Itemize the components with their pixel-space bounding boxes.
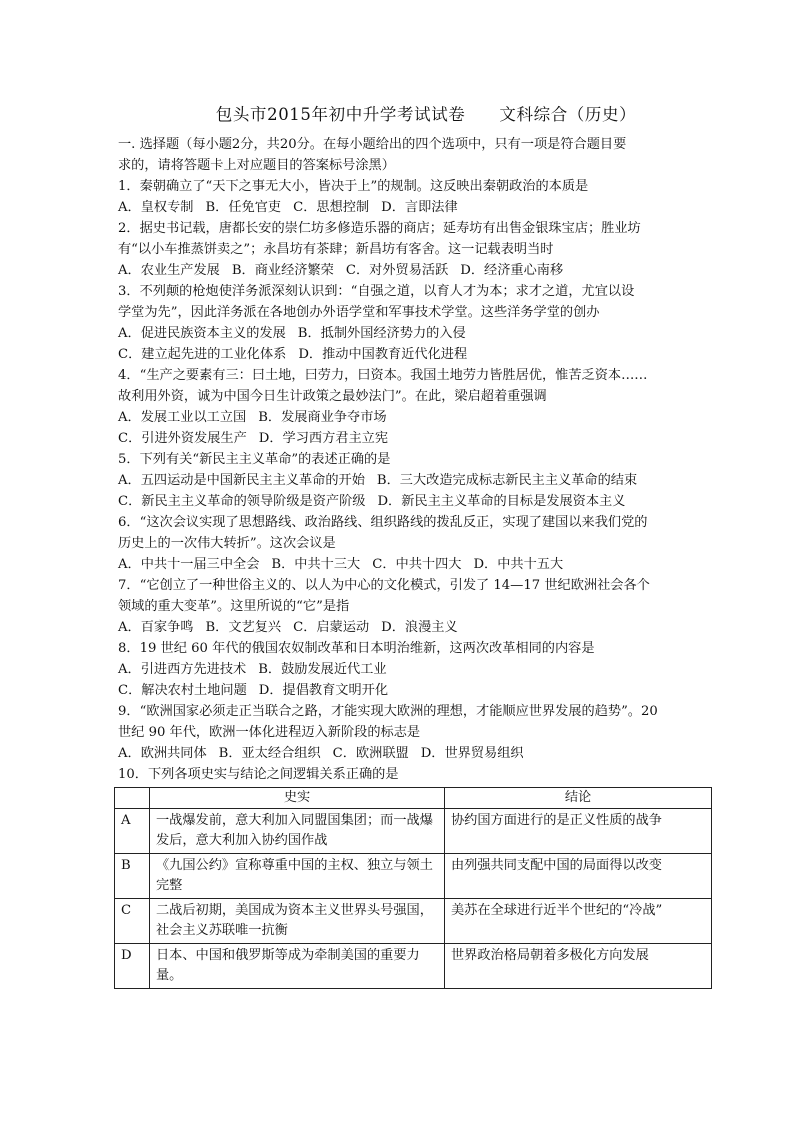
option[interactable]: D．推动中国教育近代化进程 [298, 347, 468, 362]
question-stem: 学堂为先”，因此洋务派在各地创办外语学堂和军事技术学堂。这些洋务学堂的创办 [118, 305, 600, 320]
question-10 [118, 764, 714, 785]
option[interactable]: C．新民主主义革命的领导阶级是资产阶级 [118, 494, 366, 509]
question-stem: 历史上的一次伟大转折”。这次会议是 [118, 536, 336, 551]
question-2 [118, 218, 714, 281]
option[interactable]: A．欧洲共同体 [118, 746, 207, 761]
option[interactable]: A．农业生产发展 [118, 263, 220, 278]
question-9 [118, 701, 714, 764]
section-intro [118, 134, 714, 176]
q10-row-key: D [115, 944, 150, 989]
question-stem: 8．19 世纪 60 年代的俄国农奴制改革和日本明治维新，这两次改革相同的内容是 [118, 641, 595, 656]
q10-header-conclusion: 结论 [445, 788, 712, 809]
question-4 [118, 365, 714, 449]
question-stem: 有“以小车推蒸饼卖之”；永昌坊有茶肆；新昌坊有客舍。这一记载表明当时 [118, 242, 554, 257]
question-3 [118, 281, 714, 365]
q10-row-fact: 二战后初期，美国成为资本主义世界头号强国，社会主义苏联唯一抗衡 [150, 899, 445, 944]
option[interactable]: B．鼓励发展近代工业 [258, 662, 387, 677]
question-stem: 领域的重大变革”。这里所说的“它”是指 [118, 599, 350, 614]
option[interactable]: D．提倡教育文明开化 [258, 683, 389, 698]
q10-row-conclusion: 协约国方面进行的是正义性质的战争 [445, 809, 712, 854]
option[interactable]: C．思想控制 [293, 200, 370, 215]
option[interactable]: C．启蒙运动 [293, 620, 370, 635]
q10-row-key: B [115, 854, 150, 899]
q10-row-key: C [115, 899, 150, 944]
option[interactable]: C．中共十四大 [372, 557, 462, 572]
q10-table-body [115, 809, 712, 989]
question-list [118, 176, 714, 785]
question-stem: 7．“它创立了一种世俗主义的、以人为中心的文化模式，引发了 14—17 世纪欧洲社会各个 [118, 578, 650, 593]
table-row [115, 899, 712, 944]
option[interactable]: B．抵制外国经济势力的入侵 [297, 326, 466, 341]
option[interactable]: A．发展工业以工立国 [118, 410, 247, 425]
question-stem: 9．“欧洲国家必须走正当联合之路，才能实现大欧洲的理想，才能顺应世界发展的趋势”。20 [118, 704, 658, 719]
option[interactable]: B．文艺复兴 [205, 620, 282, 635]
option[interactable]: A．中共十一届三中全会 [118, 557, 260, 572]
option[interactable]: A．促进民族资本主义的发展 [118, 326, 286, 341]
page-title [118, 104, 714, 126]
q10-row-fact: 一战爆发前，意大利加入同盟国集团；而一战爆发后，意大利加入协约国作战 [150, 809, 445, 854]
intro-line: 一. 选择题（每小题2分，共20分。在每小题给出的四个选项中，只有一项是符合题目要 [118, 137, 627, 152]
option[interactable]: B．任免官吏 [205, 200, 282, 215]
question-stem: 故利用外资，诚为中国今日生计政策之最妙法门”。在此，梁启超着重强调 [118, 389, 547, 404]
question-stem: 1．秦朝确立了“天下之事无大小，皆决于上”的规制。这反映出秦朝政治的本质是 [118, 179, 589, 194]
option[interactable]: B．三大改造完成标志新民主主义革命的结束 [376, 473, 638, 488]
option-row [118, 680, 714, 701]
option-row [118, 260, 714, 281]
q10-row-fact: 日本、中国和俄罗斯等成为牵制美国的重要力量。 [150, 944, 445, 989]
q10-table-header-row [115, 788, 712, 809]
q10-table [114, 787, 712, 989]
option-row [118, 617, 714, 638]
option-row [118, 344, 714, 365]
option-row [118, 407, 714, 428]
question-1 [118, 176, 714, 218]
table-row [115, 854, 712, 899]
q10-header-key [115, 788, 150, 809]
title-subject: 文科综合（历史） [499, 105, 637, 124]
option[interactable]: D．浪漫主义 [381, 620, 458, 635]
q10-row-conclusion: 由列强共同支配中国的局面得以改变 [445, 854, 712, 899]
question-stem: 10．下列各项史实与结论之间逻辑关系正确的是 [118, 767, 399, 782]
option[interactable]: B．亚太经合组织 [218, 746, 321, 761]
option-row [118, 197, 714, 218]
question-6 [118, 512, 714, 575]
option-row [118, 554, 714, 575]
option[interactable]: C．解决农村土地问题 [118, 683, 247, 698]
option[interactable]: C．引进外资发展生产 [118, 431, 247, 446]
question-stem: 6．“这次会议实现了思想路线、政治路线、组织路线的拨乱反正，实现了建国以来我们党的 [118, 515, 648, 530]
question-5 [118, 449, 714, 512]
option-row [118, 491, 714, 512]
option[interactable]: B．发展商业争夺市场 [258, 410, 387, 425]
option[interactable]: A．引进西方先进技术 [118, 662, 247, 677]
question-stem: 2．据史书记载，唐都长安的崇仁坊多修造乐器的商店；延寿坊有出售金银珠宝店；胜业坊 [118, 221, 641, 236]
option[interactable]: D．言即法律 [381, 200, 458, 215]
option-row [118, 470, 714, 491]
q10-header-fact: 史实 [150, 788, 445, 809]
option[interactable]: C．建立起先进的工业化体系 [118, 347, 287, 362]
q10-row-key: A [115, 809, 150, 854]
option[interactable]: B．中共十三大 [271, 557, 361, 572]
question-stem: 3．不列颠的枪炮使洋务派深刻认识到：“自强之道，以育人才为本；求才之道，尤宜以设 [118, 284, 635, 299]
option-row [118, 428, 714, 449]
table-row [115, 944, 712, 989]
option[interactable]: B．商业经济繁荣 [231, 263, 334, 278]
option[interactable]: D．经济重心南移 [460, 263, 564, 278]
q10-row-fact: 《九国公约》宣称尊重中国的主权、独立与领土完整 [150, 854, 445, 899]
question-stem: 世纪 90 年代，欧洲一体化进程迈入新阶段的标志是 [118, 725, 421, 740]
table-row [115, 809, 712, 854]
option[interactable]: C．对外贸易活跃 [345, 263, 449, 278]
option[interactable]: D．世界贸易组织 [420, 746, 524, 761]
q10-row-conclusion: 世界政治格局朝着多极化方向发展 [445, 944, 712, 989]
option[interactable]: A．皇权专制 [118, 200, 194, 215]
question-7 [118, 575, 714, 638]
option[interactable]: D．学习西方君主立宪 [258, 431, 389, 446]
option-row [118, 323, 714, 344]
title-main: 包头市2015年初中升学考试试卷 [215, 105, 466, 124]
option[interactable]: A．五四运动是中国新民主主义革命的开始 [118, 473, 365, 488]
option[interactable]: A．百家争鸣 [118, 620, 194, 635]
q10-row-conclusion: 美苏在全球进行近半个世纪的“冷战” [445, 899, 712, 944]
option-row [118, 659, 714, 680]
option[interactable]: D．新民主主义革命的目标是发展资本主义 [377, 494, 626, 509]
option-row [118, 743, 714, 764]
question-stem: 5．下列有关“新民主主义革命”的表述正确的是 [118, 452, 391, 467]
option[interactable]: C．欧洲联盟 [332, 746, 409, 761]
question-8 [118, 638, 714, 701]
question-stem: 4．“生产之要素有三：曰土地，曰劳力，曰资本。我国土地劳力皆胜居优，惟苦乏资本…… [118, 368, 648, 383]
option[interactable]: D．中共十五大 [473, 557, 564, 572]
intro-line: 求的，请将答题卡上对应题目的答案标号涂黑） [118, 158, 395, 173]
